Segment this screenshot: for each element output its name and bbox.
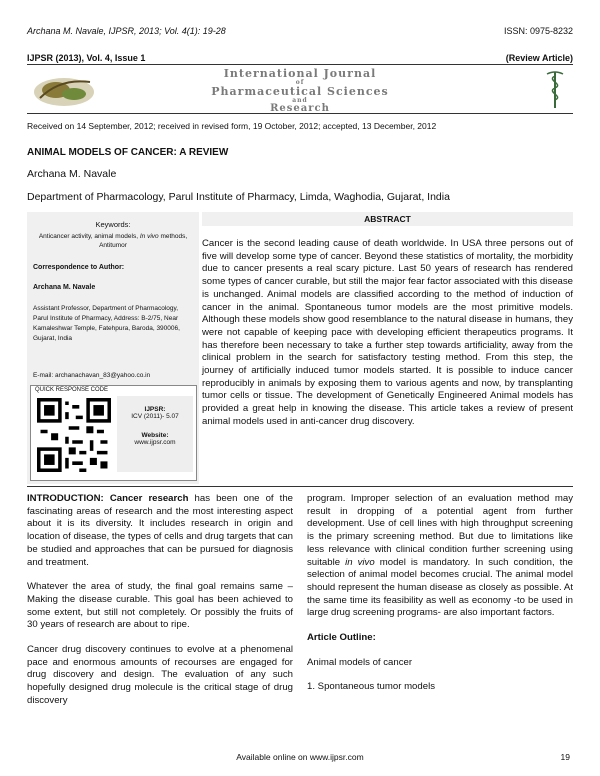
- article-type: (Review Article): [505, 53, 573, 63]
- citation-header: Archana M. Navale, IJPSR, 2013; Vol. 4(1): 19-28: [27, 26, 226, 36]
- intro-label: INTRODUCTION:: [27, 493, 110, 504]
- banner-line1: International Journal: [223, 67, 377, 80]
- icv-value: ICV (2011)- 5.07: [131, 413, 179, 420]
- col2-paragraph: [307, 493, 573, 620]
- article-title: ANIMAL MODELS OF CANCER: A REVIEW: [27, 147, 229, 158]
- correspondence-email[interactable]: E-mail: archanachavan_83@yahoo.co.in: [33, 372, 151, 379]
- banner-line3: Research: [270, 103, 330, 114]
- qr-code-icon[interactable]: [37, 398, 111, 472]
- banner-line2: Pharmaceutical Sciences: [211, 85, 389, 98]
- info-sidebar: [27, 212, 199, 484]
- ijpsr-info: [117, 396, 193, 472]
- col2-pre: program. Improper selection of an evaluation method may result in dropping of a potential agent from further development. Use of cell lines with high throughput screening is the primary screening method. But due to limitations like less relevance with clinical condition further screening using suitable: [307, 493, 573, 568]
- qr-label: QUICK RESPONSE CODE: [35, 387, 109, 393]
- banner-of: of: [295, 79, 305, 86]
- abstract-heading: ABSTRACT: [202, 212, 573, 226]
- keywords-title: Keywords:: [95, 220, 131, 229]
- herb-logo-icon: [30, 68, 98, 110]
- keywords-post: methods, Antitumor: [99, 233, 188, 249]
- website-link[interactable]: www.ijpsr.com: [134, 439, 176, 446]
- intro-text: has been one of the fascinating areas of research and the most interesting aspect about it is its diversity. It includes research in origin and location of disease, the types of cells and drug targets that can be studied and approaches that can be pursued for diagnosis and treatment.: [27, 493, 294, 568]
- banner-rule: [27, 113, 573, 114]
- correspondence-name: Archana M. Navale: [33, 284, 96, 291]
- body-column-left: [27, 493, 293, 720]
- author-name: Archana M. Navale: [27, 168, 117, 180]
- intro-paragraph: [27, 493, 293, 569]
- intro-bold: Cancer research: [109, 493, 189, 504]
- ijpsr-label: IJPSR:: [144, 406, 166, 413]
- outline-title: Article Outline:: [307, 632, 376, 644]
- website-label: Website:: [141, 432, 169, 439]
- caduceus-icon: [542, 68, 568, 110]
- journal-banner: [200, 68, 400, 114]
- outline-subtitle: Animal models of cancer: [307, 656, 413, 668]
- body-column-right: [307, 493, 573, 706]
- journal-issue: IJPSR (2013), Vol. 4, Issue 1: [27, 53, 146, 63]
- outline-item-1: 1. Spontaneous tumor models: [307, 681, 435, 693]
- correspondence-address: Assistant Professor, Department of Pharmacology, Parul Institute of Pharmacy, Address: B-2/75, Near Kamaleshwar Temple, Fatehpura, Baroda, 390006, Gujarat, India: [33, 305, 180, 342]
- paragraph-2: Whatever the area of study, the final goal remains same – Making the disease curable. This goal has been achieved to some extent, but still not completely. Or possibly the fruits of 30 years of research are about to ripe.: [27, 581, 293, 631]
- department: Department of Pharmacology, Parul Institute of Pharmacy, Limda, Waghodia, Gujarat, India: [27, 191, 450, 203]
- banner-and: and: [292, 97, 308, 104]
- header-rule: [27, 64, 573, 65]
- section-rule: [27, 486, 573, 487]
- correspondence-title: Correspondence to Author:: [33, 264, 125, 271]
- received-dates: Received on 14 September, 2012; received in revised form, 19 October, 2012; accepted, 13 December, 2012: [27, 121, 437, 131]
- page-number: 19: [560, 752, 570, 762]
- col2-post: model is mandatory. In such condition, the selection of animal model becomes crucial. The animal model should represent the human disease as closely as possible. At the same time its feasibility as well as economy -to be used in large drug screening programs- are also important factors.: [307, 556, 574, 619]
- footer-available: Available online on www.ijpsr.com: [236, 752, 364, 762]
- qr-box: [30, 385, 197, 481]
- keywords-italic: In vivo: [139, 233, 159, 240]
- keywords-pre: Anticancer activity, animal models,: [38, 233, 140, 240]
- col2-italic: in vivo: [345, 556, 375, 568]
- abstract-text: Cancer is the second leading cause of death worldwide. In USA three persons out of five will develop some type of cancer. Beyond these statistics of mortality, the morbidity due to cancer presents a real scary picture. Last 50 years of research has rendered some types of cancer curable, but still the major fear factor associated with this disease is unchanged. Animal models are classified according to the method of induction of cancer in the animal. Spontaneous tumor models are the most primitive models. Although these models show good resemblance to the natural disease in humans, they were not capable of keeping pace with developing efficient therapeutics programs. It has therefore been necessary to take a further step towards artificiality, away from the clinical problem in the search for satisfactory testing method. From this step, the journey of artificially induced tumor models started. It is possible to induce cancer reproducibly in animals by exposing them to various agents and now, by transplanting tumor cells or tissue. The development of Genetically Engineered Animal models has provided a great help in knowing the disease. This article takes a review of present animal models used in anti-cancer drug discovery.: [202, 238, 573, 427]
- paragraph-3: Cancer drug discovery continues to evolve at a phenomenal pace and enormous amounts of recourses are engaged for drug discovery and design. The evaluation of any such hopefully designed drug molecule is the critical stage of drug discovery: [27, 644, 293, 706]
- keywords-text: [37, 232, 189, 250]
- issn-header: ISSN: 0975-8232: [503, 26, 573, 36]
